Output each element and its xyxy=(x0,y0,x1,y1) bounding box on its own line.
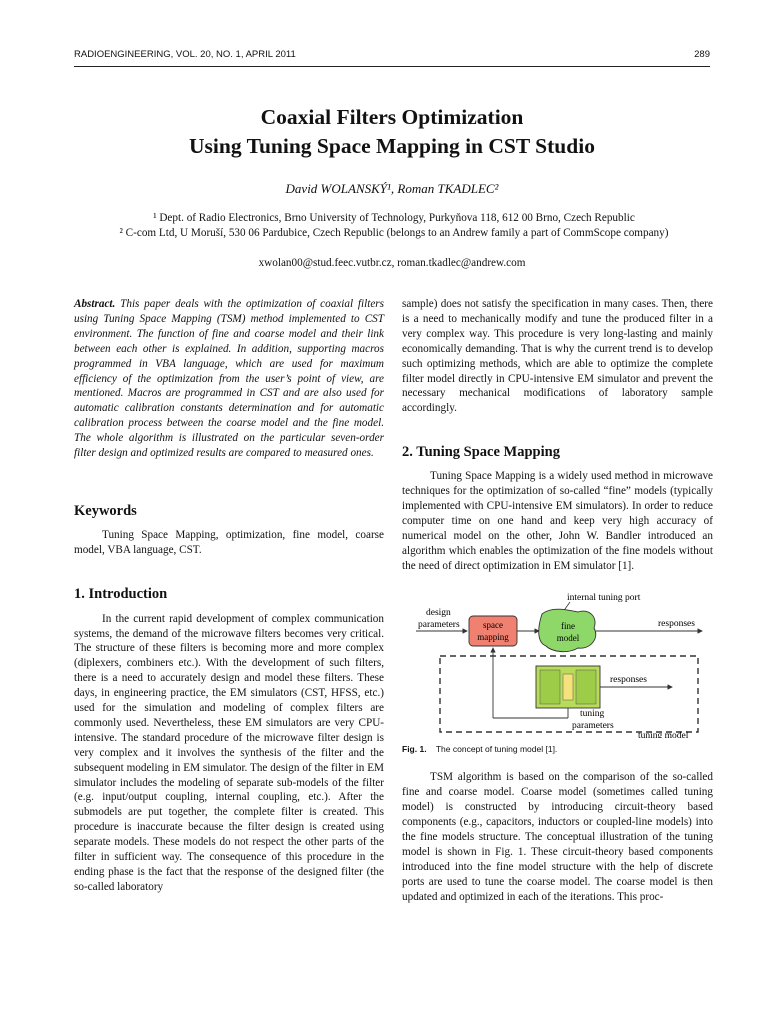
abstract-text: This paper deals with the optimization of coaxial filters using Tuning Space Mapping (TSM) method implemented to CST environment. The function of fine and coarse model and their link between each other is explained. In addition, supporting macros programmed in VBA language, which are used for maximum efficiency of the optimization from the user’s point of view, are mentioned. Macros are programmed in CST and are also used for automatic calibration constants determination and for automatic calibration process between the coarse model and the fine model. The whole algorithm is illustrated on the particular seven-order filter design and optimized results are compared to measured ones. xyxy=(74,298,384,460)
label-design: design xyxy=(426,607,451,618)
title-line-2: Using Tuning Space Mapping in CST Studio xyxy=(189,134,595,158)
figure-caption xyxy=(402,742,713,757)
coarse-part-right xyxy=(576,670,596,704)
journal-info: RADIOENGINEERING, VOL. 20, NO. 1, APRIL 2011 xyxy=(74,49,296,60)
label-mapping: mapping xyxy=(477,631,509,642)
page-number: 289 xyxy=(694,49,710,60)
label-internal-tuning-port: internal tuning port xyxy=(567,592,641,603)
left-column xyxy=(74,297,384,895)
label-tuning: tuning xyxy=(580,708,605,719)
caption-text: The concept of tuning model [1]. xyxy=(435,743,558,754)
label-tuning-model: tuning model xyxy=(638,730,689,738)
abstract-label: Abstract. xyxy=(74,298,116,310)
label-responses-2: responses xyxy=(610,674,647,685)
introduction-heading: 1. Introduction xyxy=(74,585,168,602)
tuning-elements xyxy=(563,674,573,700)
title-line-1: Coaxial Filters Optimization xyxy=(260,105,524,129)
keywords-text: Tuning Space Mapping, optimization, fine model, coarse model, VBA language, CST. xyxy=(74,528,384,556)
introduction-text: In the current rapid development of complex communication systems, the demand of the microwave filters becomes very critical. The structure of these filters is becoming more and more complex (diplexers, combiners etc.). With the development of such filters, there is a need to accurately design and model these filters. These days, in engineering practice, the EM simulators (CST, HFSS, etc.) used for the simulation and modeling of complex filters are commonly used. Nevertheless, these EM simulators are very CPU-intensive. The standard procedure of the microwave filter design is very complex and it involves the synthesis of the filter and the subsequent modeling in EM simulator. The design of the filter in EM simulator includes the modeling of separate sub-models of the filter (e.g. input/output coupling, internal coupling, etc.). After the submodels are put together, the complete filter is created. This procedure is inaccurate because the filter design is created using separate models. These models do not respect the other parts of the filter in sufficient way. The consequence of this procedure in the ending phase is the fact that the response of the designed filter (the so-called laboratory xyxy=(74,612,384,893)
tsm-heading: 2. Tuning Space Mapping xyxy=(402,444,560,461)
keywords-heading: Keywords xyxy=(74,502,137,519)
label-tuning-parameters: parameters xyxy=(572,720,614,731)
tsm-paragraph-1: Tuning Space Mapping is a widely used method in microwave techniques for the optimization of so-called “fine” models (typically implemented with CPU-intensive EM simulators). In order to reduce computer time on one hand and keep very high accuracy of numerical model on the other, John W. Bandler introduced an algorithm which enables the optimization of the fine models without the need of direct optimization in EM simulator [1]. xyxy=(402,470,713,572)
label-fine: fine xyxy=(561,620,575,631)
tsm-paragraph-2: TSM algorithm is based on the comparison of the so-called fine and coarse model. Coarse model (sometimes called tuning model) is constructed by introducing circuit-theory based components (e.g., capacitors, inductors or coupled-line models) into the fine models structure. The conceptual illustration of the tuning model is shown in Fig. 1. These circuit-theory based components introduced into the fine model structure with the help of discrete ports are used to tune the coarse model. The coarse model is then updated and optimized in each of the iterations. This proc- xyxy=(402,771,713,903)
authors: David WOLANSKÝ¹, Roman TKADLEC² xyxy=(285,181,499,196)
coarse-part-left xyxy=(540,670,560,704)
paper-title xyxy=(74,103,710,161)
figure-1 xyxy=(402,588,713,738)
tuning-model-diagram xyxy=(402,588,713,738)
label-parameters: parameters xyxy=(418,619,460,630)
label-space: space xyxy=(483,619,503,630)
label-responses: responses xyxy=(658,618,695,629)
affiliation-1: ¹ Dept. of Radio Electronics, Brno University of Technology, Purkyňova 118, 612 00 Brno, Czech Republic xyxy=(153,212,635,224)
author-emails: xwolan00@stud.feec.vutbr.cz, roman.tkadlec@andrew.com xyxy=(258,257,526,269)
affiliation-2: ² C-com Ltd, U Moruší, 530 06 Pardubice, Czech Republic (belongs to an Andrew family a part of CommScope company) xyxy=(119,227,669,239)
running-head xyxy=(74,49,710,67)
abstract xyxy=(74,297,384,461)
right-column xyxy=(402,297,713,905)
introduction-continued: sample) does not satisfy the specification in many cases. Then, there is a need to mechanically modify and tune the produced filter in a very complex way. This procedure is very long-lasting and mainly economically demanding. That is why the current trend is to develop such optimizing methods, which are able to optimize the complete filter model directly in CPU-intensive EM simulator and prevent the necessary mechanical modifications of laboratory sample accordingly. xyxy=(402,298,713,415)
caption-label: Fig. 1. xyxy=(402,743,427,754)
label-model: model xyxy=(556,632,580,643)
